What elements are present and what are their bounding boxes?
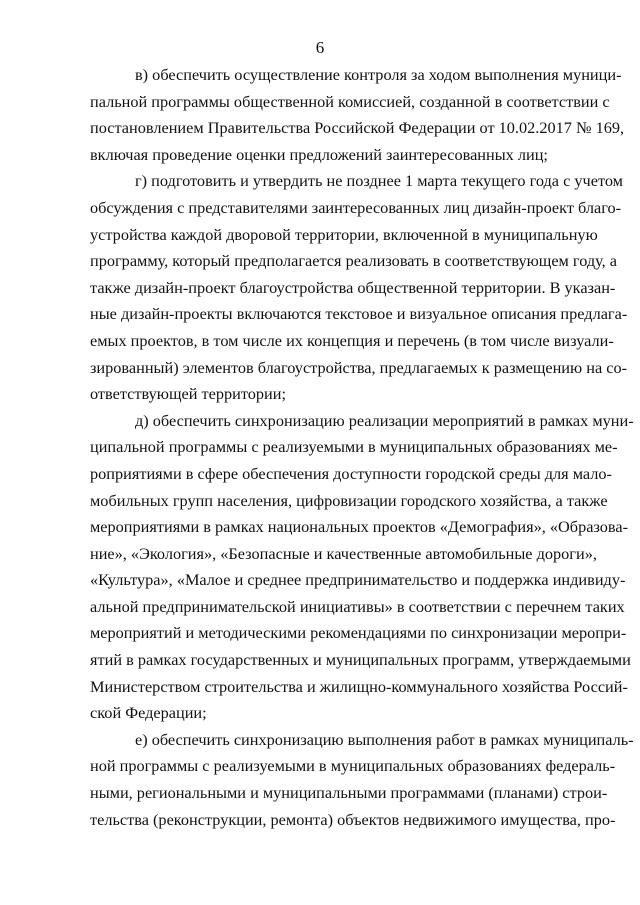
page-number: 6 <box>315 38 325 57</box>
paragraph-line: включая проведение оценки предложений заинтересованных лиц; <box>90 144 548 164</box>
paragraph-line: ципальной программы с реализуемыми в муниципальных образованиях ме- <box>90 437 618 457</box>
paragraph <box>90 408 634 727</box>
paragraph-line: мобильных групп населения, цифровизации городского хозяйства, а также <box>90 490 608 510</box>
paragraph <box>90 62 625 168</box>
paragraph-line: устройства каждой дворовой территории, включенной в муниципальную <box>90 224 598 244</box>
paragraph-line: мероприятиями в рамках национальных проектов «Демография», «Образова- <box>90 517 629 537</box>
paragraph-line: мероприятий и методическими рекомендациями по синхронизации меропри- <box>90 623 627 643</box>
paragraph-line: в) обеспечить осуществление контроля за ходом выполнения муници- <box>135 65 622 84</box>
paragraph-line: альной предпринимательской инициативы» в соответствии с перечнем таких <box>90 596 625 616</box>
paragraph-line: ской Федерации; <box>90 703 207 723</box>
paragraph-line: емых проектов, в том числе их концепция и перечень (в том числе визуали- <box>90 330 614 350</box>
paragraph-line: пальной программы общественной комиссией, созданной в соответствии с <box>90 91 610 111</box>
paragraph <box>90 168 628 407</box>
paragraph-line: ной программы с реализуемыми в муниципальных образованиях федераль- <box>90 756 616 776</box>
paragraph-line: ответствующей территории; <box>90 384 286 404</box>
paragraph-line: обсуждения с представителями заинтересованных лиц дизайн-проект благо- <box>90 197 622 217</box>
paragraph-line: ятий в рамках государственных и муниципальных программ, утверждаемыми <box>90 650 631 670</box>
paragraph-line: программу, который предполагается реализовать в соответствующем году, а <box>90 251 618 271</box>
paragraph-line: ными, региональными и муниципальными программами (планами) строи- <box>90 783 608 803</box>
paragraph-line: тельства (реконструкции, ремонта) объектов недвижимого имущества, про- <box>90 809 616 829</box>
paragraph-line: д) обеспечить синхронизацию реализации мероприятий в рамках муни- <box>135 410 634 430</box>
paragraph-line: также дизайн-проект благоустройства общественной территории. В указан- <box>90 277 616 297</box>
document-body <box>90 62 634 833</box>
paragraph-line: ные дизайн-проекты включаются текстовое и визуальное описания предлага- <box>90 304 628 324</box>
paragraph-line: «Культура», «Малое и среднее предпринимательство и поддержка индивиду- <box>90 570 626 590</box>
paragraph-line: ние», «Экология», «Безопасные и качественные автомобильные дороги», <box>90 543 597 563</box>
paragraph-line: Министерством строительства и жилищно-коммунального хозяйства Россий- <box>90 676 628 696</box>
paragraph <box>90 727 634 833</box>
paragraph-line: е) обеспечить синхронизацию выполнения работ в рамках муниципаль- <box>135 729 634 749</box>
paragraph-line: постановлением Правительства Российской Федерации от 10.02.2017 № 169, <box>90 118 625 138</box>
paragraph-line: г) подготовить и утвердить не позднее 1 марта текущего года с учетом <box>135 171 623 191</box>
paragraph-line: роприятиями в сфере обеспечения доступности городской среды для мало- <box>90 463 612 483</box>
paragraph-line: зированный) элементов благоустройства, предлагаемых к размещению на со- <box>90 357 628 377</box>
